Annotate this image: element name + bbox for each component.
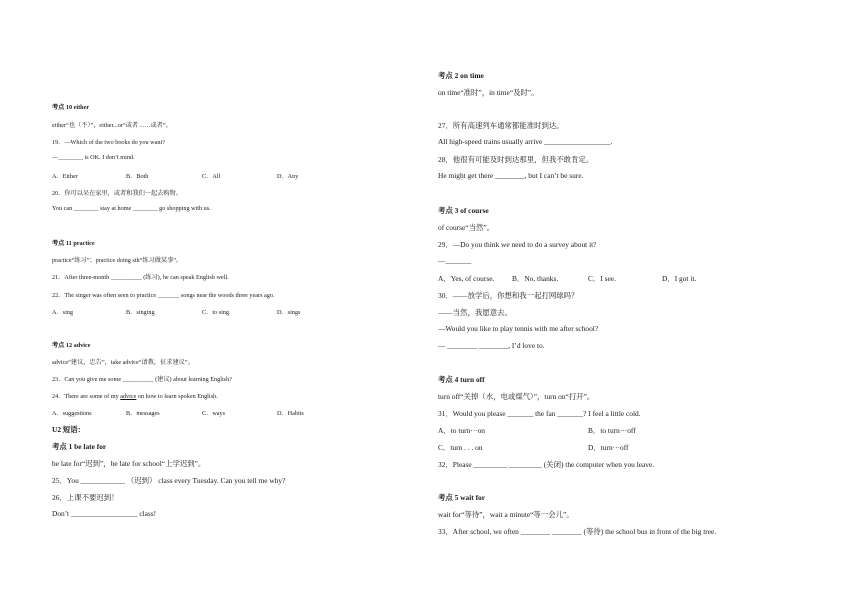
question-33: 33．After school, we often ________ ________ (等待) the school bus in front of the big tree. xyxy=(438,527,717,536)
q22-option-a: A．sing xyxy=(52,309,73,316)
question-23: 23．Can you give me some __________ (建议) about learning English? xyxy=(52,376,232,383)
section-title-advice: 考点 12 advice xyxy=(52,342,91,349)
question-29-answer-line: —_______ xyxy=(438,256,472,265)
question-30-english: —Would you like to play tennis with me after school? xyxy=(438,324,599,333)
question-19: 19．—Which of the two books do you want? xyxy=(52,139,165,146)
q19-option-d: D．Any xyxy=(277,173,299,180)
q31-option-d: D．turn···off xyxy=(588,443,629,452)
section-title-wait-for: 考点 5 wait for xyxy=(438,493,486,502)
section-title-either: 考点 10 either xyxy=(52,104,90,111)
question-27: 27．所有高速列车通常都能准时到达。 xyxy=(438,121,564,130)
question-24-end: on how to learn spoken English. xyxy=(136,393,218,400)
question-22: 22．The singer was often seen to practice _______ songs near the woods three years ago. xyxy=(52,292,275,299)
question-26-answer-line: Don’t __________________ class! xyxy=(52,509,157,518)
question-25: 25．You ____________ （迟到） class every Tuesday. Can you tell me why? xyxy=(52,476,286,485)
q29-option-b: B．No, thanks. xyxy=(512,274,559,283)
definition-on-time: on time“准时”，in time“及时”。 xyxy=(438,88,539,97)
q19-option-b: B．Both xyxy=(126,173,149,180)
section-title-turn-off: 考点 4 turn off xyxy=(438,375,485,384)
q31-option-b: B．to turn···off xyxy=(588,426,636,435)
question-20-answer-line: You can ________ stay at home ________ go shopping with us. xyxy=(52,205,211,212)
q24-option-c: C．ways xyxy=(202,410,226,417)
question-28: 28．他很有可能及时到达那里，但我不敢肯定。 xyxy=(438,155,594,164)
section-title-be-late-for: 考点 1 be late for xyxy=(52,442,107,451)
section-title-on-time: 考点 2 on time xyxy=(438,71,484,80)
question-30: 30．——放学后，你想和我一起打网球吗？ xyxy=(438,291,579,300)
question-24-underlined-word: advice xyxy=(120,393,137,400)
q29-option-a: A．Yes, of course. xyxy=(438,274,495,283)
q22-option-b: B．singing xyxy=(126,309,155,316)
question-26: 26．上课不要迟到！ xyxy=(52,493,119,502)
question-19-answer-line: —________ is OK. I don’t mind. xyxy=(52,154,135,161)
question-20: 20．你可以呆在家里，或者和我们一起去购物。 xyxy=(52,190,182,197)
question-29: 29．—Do you think we need to do a survey about it? xyxy=(438,240,597,249)
question-27-answer-line: All high-speed trains usually arrive __________________. xyxy=(438,137,613,146)
q24-option-d: D．Habits xyxy=(277,410,304,417)
definition-be-late-for: be late for“迟到”，be late for school“上学迟到”。 xyxy=(52,459,206,468)
definition-advice: advice“建议，忠告”，take advice“请教，征求建议”。 xyxy=(52,359,194,366)
section-title-of-course: 考点 3 of course xyxy=(438,206,489,215)
q19-option-c: C．All xyxy=(202,173,221,180)
unit2-phrases-title: U2 短语： xyxy=(52,425,86,434)
question-30-answer-cn: ——当然，我愿意去。 xyxy=(438,308,512,317)
q29-option-d: D．I got it. xyxy=(662,274,697,283)
q29-option-c: C．I see. xyxy=(588,274,616,283)
question-31: 31．Would you please _______ the fan _______? I feel a little cold. xyxy=(438,409,641,418)
question-32: 32．Please _________ _________ (关闭) the computer when you leave. xyxy=(438,460,655,469)
definition-either: either“也（不）”，either...or“或者……或者”。 xyxy=(52,122,172,129)
question-21: 21．After three-month __________ (练习), he can speak English well. xyxy=(52,274,229,281)
definition-practice: practice“练习”；practice doing sth“练习做某事”。 xyxy=(52,257,183,264)
q24-option-b: B．messages xyxy=(126,410,160,417)
q22-option-d: D．sings xyxy=(277,309,301,316)
question-30-answer-line: — ________ ________, I’d love to. xyxy=(438,341,545,350)
q22-option-c: C．to sing xyxy=(202,309,229,316)
q24-option-a: A．suggestions xyxy=(52,410,92,417)
question-24-start: 24．There are some of my xyxy=(52,393,121,400)
section-title-practice: 考点 11 practice xyxy=(52,240,95,247)
definition-of-course: of course“当然”。 xyxy=(438,223,495,232)
definition-turn-off: turn off“关掉（水，电或煤气）”，turn on“打开”。 xyxy=(438,392,595,401)
q31-option-a: A．to turn···on xyxy=(438,426,486,435)
question-24 xyxy=(52,391,218,400)
question-28-answer-line: He might get there ________, but I can’t be sure. xyxy=(438,171,584,180)
q31-option-c: C．turn . . . on xyxy=(438,443,483,452)
q19-option-a: A．Either xyxy=(52,173,78,180)
definition-wait-for: wait for“等待”，wait a minute“等一会儿”。 xyxy=(438,510,574,519)
